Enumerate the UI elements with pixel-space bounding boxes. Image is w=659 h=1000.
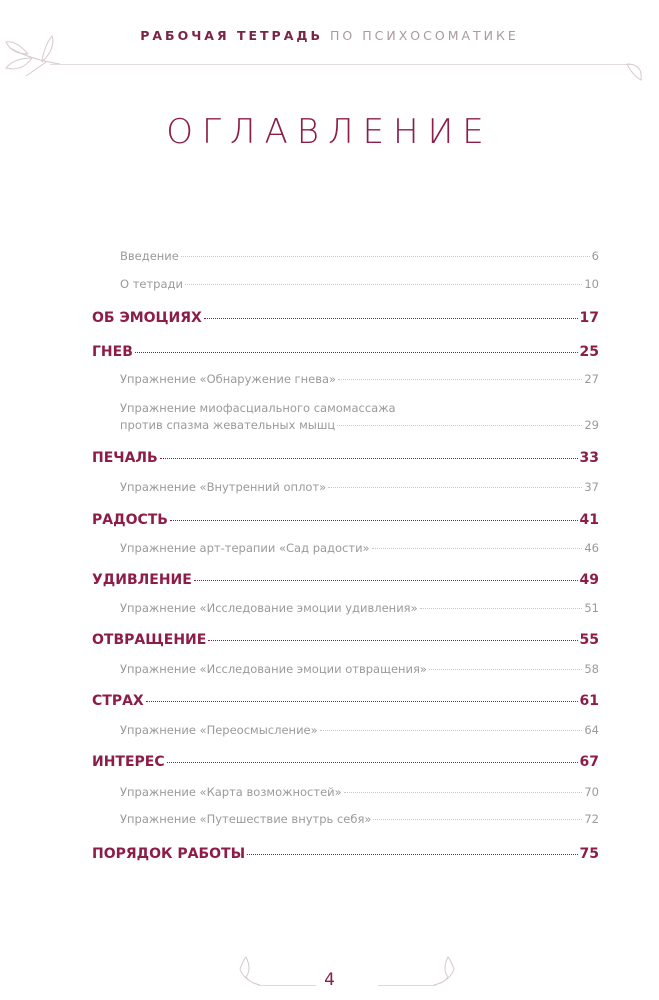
entry-title: Упражнение «Обнаружение гнева» <box>120 372 337 386</box>
entry-page: 29 <box>584 418 599 432</box>
section-page: 55 <box>579 632 599 648</box>
leader-dots <box>185 284 582 285</box>
entry-page: 46 <box>584 541 599 555</box>
entry-title: Упражнение «Исследование эмоции отвращения» <box>120 662 427 676</box>
section-page: 17 <box>579 310 599 326</box>
section-title: ОБ ЭМОЦИЯХ <box>92 310 202 326</box>
leaf-footer-right-icon <box>432 955 458 987</box>
entry-page: 27 <box>584 372 599 386</box>
leader-dots <box>181 256 590 257</box>
section-title: ГНЕВ <box>92 344 133 360</box>
leader-dots <box>146 701 578 702</box>
page-number: 4 <box>324 970 335 990</box>
entry-title: Упражнение «Внутренний оплот» <box>120 480 327 494</box>
leader-dots <box>160 458 578 459</box>
entry-title-line2: против спазма жевательных мышц <box>120 418 336 432</box>
toc-section[interactable] <box>92 344 599 360</box>
leader-dots <box>328 487 582 488</box>
leader-dots <box>208 640 577 641</box>
toc-entry[interactable] <box>120 541 599 555</box>
entry-title: Упражнение «Карта возможностей» <box>120 785 342 799</box>
entry-page: 6 <box>591 249 599 263</box>
leader-dots <box>337 425 582 426</box>
section-page: 75 <box>579 846 599 862</box>
leader-dots <box>204 318 578 319</box>
toc-section[interactable] <box>92 846 599 862</box>
leader-dots <box>247 854 577 855</box>
header-light: ПО ПСИХОСОМАТИКЕ <box>330 28 519 43</box>
section-title: УДИВЛЕНИЕ <box>92 572 192 588</box>
section-page: 61 <box>579 693 599 709</box>
section-title: ПОРЯДОК РАБОТЫ <box>92 846 246 862</box>
leader-dots <box>338 379 582 380</box>
toc-entry[interactable] <box>120 812 599 826</box>
footer-rule-right <box>378 985 436 986</box>
running-header <box>0 28 659 43</box>
entry-title: Упражнение «Переосмысление» <box>120 723 318 737</box>
section-title: СТРАХ <box>92 693 144 709</box>
section-page: 67 <box>579 754 599 770</box>
leader-dots <box>429 669 582 670</box>
toc-entry[interactable] <box>120 418 599 432</box>
entry-page: 58 <box>584 662 599 676</box>
toc-section[interactable] <box>92 632 599 648</box>
entry-page: 37 <box>584 480 599 494</box>
leader-dots <box>170 520 578 521</box>
toc-entry[interactable] <box>120 723 599 737</box>
section-title: ОТВРАЩЕНИЕ <box>92 632 207 648</box>
leader-dots <box>373 819 582 820</box>
entry-page: 64 <box>584 723 599 737</box>
toc-section[interactable] <box>92 572 599 588</box>
leaf-end-icon <box>625 60 649 84</box>
entry-title-line1[interactable]: Упражнение миофасциального самомассажа <box>120 401 396 415</box>
toc-section[interactable] <box>92 310 599 326</box>
leader-dots <box>420 608 583 609</box>
entry-page: 51 <box>584 601 599 615</box>
section-page: 49 <box>579 572 599 588</box>
header-bold: РАБОЧАЯ ТЕТРАДЬ <box>140 28 324 43</box>
toc-entry[interactable] <box>120 277 599 291</box>
entry-title: О тетради <box>120 277 183 291</box>
section-title: РАДОСТЬ <box>92 512 168 528</box>
page-title: ОГЛАВЛЕНИЕ <box>166 112 493 152</box>
entry-title: Введение <box>120 249 179 263</box>
leader-dots <box>135 352 578 353</box>
section-page: 25 <box>579 344 599 360</box>
toc-entry[interactable] <box>120 372 599 386</box>
toc-entry[interactable] <box>120 662 599 676</box>
section-title: ИНТЕРЕС <box>92 754 165 770</box>
header-rule <box>50 64 632 65</box>
toc-section[interactable] <box>92 512 599 528</box>
leader-dots <box>167 762 578 763</box>
toc-section[interactable] <box>92 754 599 770</box>
section-title: ПЕЧАЛЬ <box>92 450 158 466</box>
toc-entry[interactable] <box>120 785 599 799</box>
entry-title: Упражнение арт-терапии «Сад радости» <box>120 541 370 555</box>
entry-page: 10 <box>584 277 599 291</box>
toc-section[interactable] <box>92 693 599 709</box>
leader-dots <box>194 580 578 581</box>
entry-title: Упражнение «Исследование эмоции удивления» <box>120 601 418 615</box>
toc-entry[interactable] <box>120 601 599 615</box>
section-page: 41 <box>579 512 599 528</box>
section-page: 33 <box>579 450 599 466</box>
toc-section[interactable] <box>92 450 599 466</box>
entry-page: 70 <box>584 785 599 799</box>
entry-page: 72 <box>584 812 599 826</box>
toc-entry[interactable] <box>120 249 599 263</box>
leader-dots <box>372 548 583 549</box>
leader-dots <box>344 792 583 793</box>
toc-entry[interactable] <box>120 480 599 494</box>
entry-title: Упражнение «Путешествие внутрь себя» <box>120 812 372 826</box>
leader-dots <box>320 730 583 731</box>
